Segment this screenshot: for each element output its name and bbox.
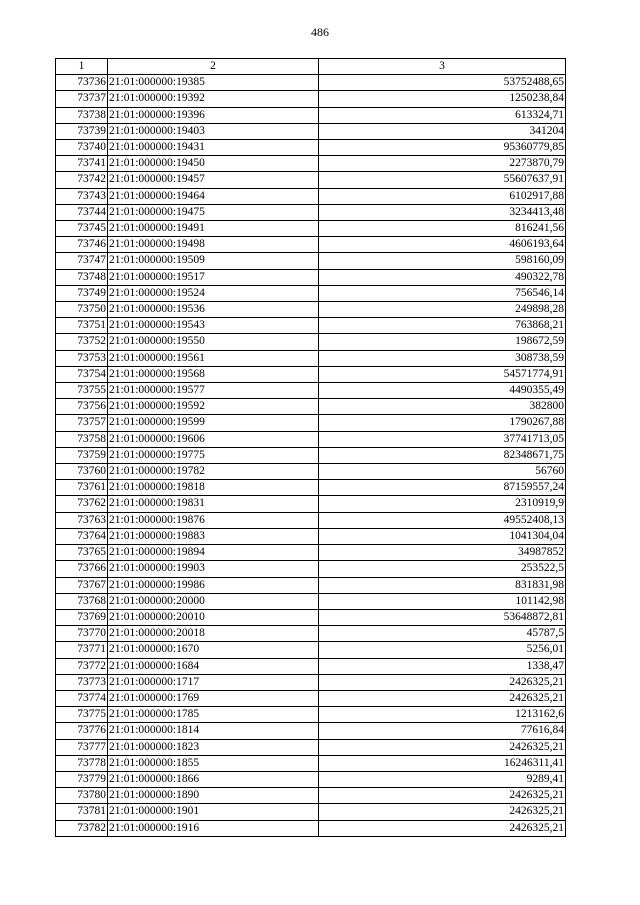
table-row	[56, 302, 566, 318]
cadastral-value-cell: 5256,01	[319, 642, 566, 658]
cadastral-number-cell: 21:01:000000:19568	[108, 366, 319, 382]
row-number-cell: 73779	[56, 771, 108, 787]
table-row	[56, 480, 566, 496]
table-row	[56, 609, 566, 625]
column-header-3: 3	[319, 59, 566, 75]
table-body	[56, 75, 566, 837]
cadastral-value-cell: 341204	[319, 123, 566, 139]
table-row	[56, 188, 566, 204]
row-number-cell: 73759	[56, 447, 108, 463]
row-number-cell: 73758	[56, 431, 108, 447]
table-row	[56, 253, 566, 269]
cadastral-number-cell: 21:01:000000:19599	[108, 415, 319, 431]
table-row	[56, 334, 566, 350]
cadastral-value-cell: 831831,98	[319, 577, 566, 593]
row-number-cell: 73765	[56, 545, 108, 561]
row-number-cell: 73774	[56, 690, 108, 706]
row-number-cell: 73738	[56, 107, 108, 123]
cadastral-number-cell: 21:01:000000:19385	[108, 75, 319, 91]
table-row	[56, 431, 566, 447]
cadastral-number-cell: 21:01:000000:20000	[108, 593, 319, 609]
cadastral-value-cell: 2310919,9	[319, 496, 566, 512]
cadastral-value-cell: 382800	[319, 399, 566, 415]
cadastral-number-cell: 21:01:000000:19536	[108, 302, 319, 318]
table-row	[56, 285, 566, 301]
row-number-cell: 73749	[56, 285, 108, 301]
cadastral-number-cell: 21:01:000000:1823	[108, 739, 319, 755]
row-number-cell: 73747	[56, 253, 108, 269]
row-number-cell: 73761	[56, 480, 108, 496]
cadastral-number-cell: 21:01:000000:1670	[108, 642, 319, 658]
table-row	[56, 221, 566, 237]
table-row	[56, 399, 566, 415]
cadastral-number-cell: 21:01:000000:19883	[108, 528, 319, 544]
cadastral-number-cell: 21:01:000000:19561	[108, 350, 319, 366]
cadastral-value-cell: 249898,28	[319, 302, 566, 318]
cadastral-number-cell: 21:01:000000:19392	[108, 91, 319, 107]
row-number-cell: 73777	[56, 739, 108, 755]
table-row	[56, 690, 566, 706]
cadastral-value-cell: 4490355,49	[319, 383, 566, 399]
cadastral-number-cell: 21:01:000000:19464	[108, 188, 319, 204]
table-row	[56, 91, 566, 107]
cadastral-number-cell: 21:01:000000:19524	[108, 285, 319, 301]
table-row	[56, 447, 566, 463]
column-header-1: 1	[56, 59, 108, 75]
row-number-cell: 73762	[56, 496, 108, 512]
cadastral-value-cell: 95360779,85	[319, 140, 566, 156]
cadastral-number-cell: 21:01:000000:19396	[108, 107, 319, 123]
row-number-cell: 73737	[56, 91, 108, 107]
cadastral-value-cell: 1338,47	[319, 658, 566, 674]
cadastral-value-cell: 9289,41	[319, 771, 566, 787]
cadastral-value-cell: 756546,14	[319, 285, 566, 301]
cadastral-value-cell: 55607637,91	[319, 172, 566, 188]
cadastral-number-cell: 21:01:000000:1814	[108, 723, 319, 739]
cadastral-value-cell: 49552408,13	[319, 512, 566, 528]
row-number-cell: 73744	[56, 204, 108, 220]
cadastral-number-cell: 21:01:000000:19509	[108, 253, 319, 269]
row-number-cell: 73760	[56, 464, 108, 480]
cadastral-number-cell: 21:01:000000:19457	[108, 172, 319, 188]
row-number-cell: 73752	[56, 334, 108, 350]
table-row	[56, 528, 566, 544]
cadastral-number-cell: 21:01:000000:19498	[108, 237, 319, 253]
cadastral-value-cell: 34987852	[319, 545, 566, 561]
cadastral-number-cell: 21:01:000000:20010	[108, 609, 319, 625]
row-number-cell: 73757	[56, 415, 108, 431]
cadastral-number-cell: 21:01:000000:19775	[108, 447, 319, 463]
cadastral-number-cell: 21:01:000000:19543	[108, 318, 319, 334]
row-number-cell: 73780	[56, 788, 108, 804]
table-row	[56, 350, 566, 366]
table-row	[56, 739, 566, 755]
row-number-cell: 73781	[56, 804, 108, 820]
table-row	[56, 237, 566, 253]
row-number-cell: 73740	[56, 140, 108, 156]
cadastral-value-cell: 308738,59	[319, 350, 566, 366]
cadastral-value-cell: 77616,84	[319, 723, 566, 739]
row-number-cell: 73746	[56, 237, 108, 253]
cadastral-value-cell: 53648872,81	[319, 609, 566, 625]
cadastral-number-cell: 21:01:000000:19606	[108, 431, 319, 447]
cadastral-number-cell: 21:01:000000:19550	[108, 334, 319, 350]
cadastral-number-cell: 21:01:000000:19831	[108, 496, 319, 512]
row-number-cell: 73741	[56, 156, 108, 172]
row-number-cell: 73782	[56, 820, 108, 836]
row-number-cell: 73769	[56, 609, 108, 625]
table-row	[56, 658, 566, 674]
cadastral-value-cell: 101142,98	[319, 593, 566, 609]
cadastral-value-cell: 4606193,64	[319, 237, 566, 253]
row-number-cell: 73742	[56, 172, 108, 188]
cadastral-number-cell: 21:01:000000:19782	[108, 464, 319, 480]
table-row	[56, 318, 566, 334]
table-row	[56, 561, 566, 577]
table-row	[56, 804, 566, 820]
cadastral-value-cell: 763868,21	[319, 318, 566, 334]
row-number-cell: 73773	[56, 674, 108, 690]
table-row	[56, 512, 566, 528]
cadastral-number-cell: 21:01:000000:1890	[108, 788, 319, 804]
cadastral-value-cell: 2426325,21	[319, 739, 566, 755]
cadastral-number-cell: 21:01:000000:19986	[108, 577, 319, 593]
cadastral-value-cell: 2426325,21	[319, 820, 566, 836]
cadastral-value-cell: 2426325,21	[319, 804, 566, 820]
table-row	[56, 383, 566, 399]
cadastral-number-cell: 21:01:000000:1855	[108, 755, 319, 771]
row-number-cell: 73771	[56, 642, 108, 658]
table-row	[56, 593, 566, 609]
table-header-row	[56, 59, 566, 75]
row-number-cell: 73768	[56, 593, 108, 609]
table-row	[56, 577, 566, 593]
table-row	[56, 626, 566, 642]
cadastral-value-cell: 1041304,04	[319, 528, 566, 544]
cadastral-value-cell: 598160,09	[319, 253, 566, 269]
table-row	[56, 642, 566, 658]
table-row	[56, 140, 566, 156]
row-number-cell: 73767	[56, 577, 108, 593]
cadastral-value-cell: 2426325,21	[319, 788, 566, 804]
table-row	[56, 820, 566, 836]
cadastral-value-cell: 1250238,84	[319, 91, 566, 107]
cadastral-value-cell: 37741713,05	[319, 431, 566, 447]
row-number-cell: 73754	[56, 366, 108, 382]
table-row	[56, 674, 566, 690]
cadastral-number-cell: 21:01:000000:19876	[108, 512, 319, 528]
row-number-cell: 73743	[56, 188, 108, 204]
row-number-cell: 73739	[56, 123, 108, 139]
row-number-cell: 73772	[56, 658, 108, 674]
cadastral-number-cell: 21:01:000000:1901	[108, 804, 319, 820]
cadastral-value-cell: 16246311,41	[319, 755, 566, 771]
table-row	[56, 75, 566, 91]
cadastral-value-cell: 816241,56	[319, 221, 566, 237]
page-number: 486	[311, 25, 329, 39]
row-number-cell: 73753	[56, 350, 108, 366]
row-number-cell: 73775	[56, 707, 108, 723]
cadastral-value-table	[55, 58, 566, 837]
table-row	[56, 771, 566, 787]
cadastral-number-cell: 21:01:000000:19431	[108, 140, 319, 156]
table-row	[56, 123, 566, 139]
cadastral-number-cell: 21:01:000000:1866	[108, 771, 319, 787]
cadastral-number-cell: 21:01:000000:1769	[108, 690, 319, 706]
table-row	[56, 755, 566, 771]
cadastral-number-cell: 21:01:000000:19517	[108, 269, 319, 285]
cadastral-value-cell: 198672,59	[319, 334, 566, 350]
cadastral-number-cell: 21:01:000000:1785	[108, 707, 319, 723]
row-number-cell: 73751	[56, 318, 108, 334]
table-row	[56, 269, 566, 285]
cadastral-value-cell: 490322,78	[319, 269, 566, 285]
cadastral-value-cell: 54571774,91	[319, 366, 566, 382]
cadastral-value-cell: 613324,71	[319, 107, 566, 123]
row-number-cell: 73763	[56, 512, 108, 528]
cadastral-value-cell: 45787,5	[319, 626, 566, 642]
table-row	[56, 545, 566, 561]
row-number-cell: 73766	[56, 561, 108, 577]
row-number-cell: 73750	[56, 302, 108, 318]
table-row	[56, 464, 566, 480]
cadastral-number-cell: 21:01:000000:19491	[108, 221, 319, 237]
cadastral-value-cell: 6102917,88	[319, 188, 566, 204]
cadastral-value-cell: 87159557,24	[319, 480, 566, 496]
cadastral-value-cell: 1213162,6	[319, 707, 566, 723]
row-number-cell: 73778	[56, 755, 108, 771]
row-number-cell: 73745	[56, 221, 108, 237]
table-row	[56, 107, 566, 123]
table-row	[56, 204, 566, 220]
table-row	[56, 788, 566, 804]
column-header-2: 2	[108, 59, 319, 75]
table-row	[56, 172, 566, 188]
cadastral-value-cell: 82348671,75	[319, 447, 566, 463]
cadastral-number-cell: 21:01:000000:1916	[108, 820, 319, 836]
cadastral-number-cell: 21:01:000000:19894	[108, 545, 319, 561]
cadastral-value-cell: 1790267,88	[319, 415, 566, 431]
row-number-cell: 73776	[56, 723, 108, 739]
cadastral-value-cell: 56760	[319, 464, 566, 480]
cadastral-number-cell: 21:01:000000:19403	[108, 123, 319, 139]
row-number-cell: 73755	[56, 383, 108, 399]
cadastral-value-cell: 53752488,65	[319, 75, 566, 91]
cadastral-number-cell: 21:01:000000:19577	[108, 383, 319, 399]
table-row	[56, 496, 566, 512]
cadastral-number-cell: 21:01:000000:19592	[108, 399, 319, 415]
row-number-cell: 73736	[56, 75, 108, 91]
cadastral-number-cell: 21:01:000000:19818	[108, 480, 319, 496]
table-row	[56, 366, 566, 382]
row-number-cell: 73756	[56, 399, 108, 415]
cadastral-number-cell: 21:01:000000:1684	[108, 658, 319, 674]
cadastral-number-cell: 21:01:000000:19450	[108, 156, 319, 172]
row-number-cell: 73748	[56, 269, 108, 285]
cadastral-value-cell: 2426325,21	[319, 674, 566, 690]
cadastral-value-cell: 2273870,79	[319, 156, 566, 172]
cadastral-number-cell: 21:01:000000:19475	[108, 204, 319, 220]
cadastral-value-cell: 2426325,21	[319, 690, 566, 706]
cadastral-number-cell: 21:01:000000:1717	[108, 674, 319, 690]
cadastral-number-cell: 21:01:000000:19903	[108, 561, 319, 577]
cadastral-value-cell: 3234413,48	[319, 204, 566, 220]
table-row	[56, 723, 566, 739]
table-row	[56, 707, 566, 723]
table-row	[56, 415, 566, 431]
cadastral-number-cell: 21:01:000000:20018	[108, 626, 319, 642]
cadastral-value-cell: 253522,5	[319, 561, 566, 577]
table-row	[56, 156, 566, 172]
row-number-cell: 73770	[56, 626, 108, 642]
row-number-cell: 73764	[56, 528, 108, 544]
